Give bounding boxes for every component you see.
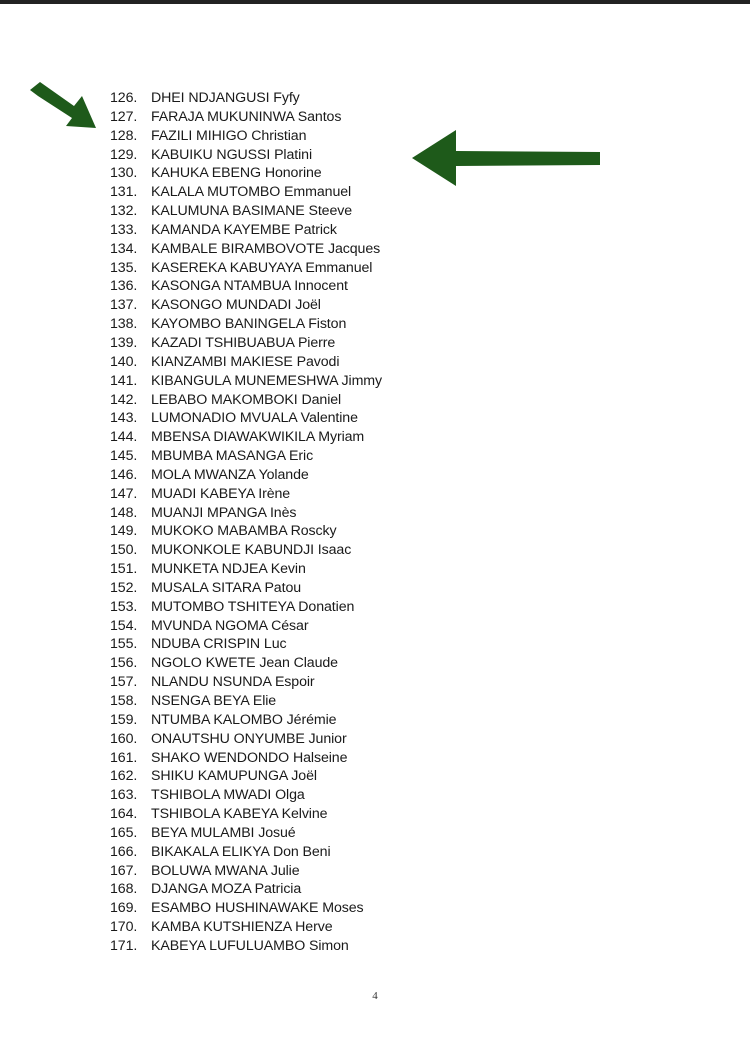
entry-name: SHIKU KAMUPUNGA Joël xyxy=(151,768,317,785)
entry-name: BEYA MULAMBI Josué xyxy=(151,824,296,841)
entry-name: KALALA MUTOMBO Emmanuel xyxy=(151,184,352,201)
list-item xyxy=(110,146,382,165)
list-item xyxy=(110,334,382,353)
entry-name: KAYOMBO BANINGELA Fiston xyxy=(151,316,347,333)
top-border xyxy=(0,0,750,4)
entry-name: SHAKO WENDONDO Halseine xyxy=(151,749,348,766)
list-item xyxy=(110,428,382,447)
entry-number: 140. xyxy=(110,353,138,370)
participant-list xyxy=(110,89,382,956)
list-item xyxy=(110,183,382,202)
entry-name: KAMANDA KAYEMBE Patrick xyxy=(151,221,337,238)
entry-name: NDUBA CRISPIN Luc xyxy=(151,636,287,653)
entry-name: KIBANGULA MUNEMESHWA Jimmy xyxy=(151,372,382,389)
entry-name: MUKONKOLE KABUNDJI Isaac xyxy=(151,542,352,559)
entry-name: ONAUTSHU ONYUMBE Junior xyxy=(151,730,347,747)
entry-name: TSHIBOLA MWADI Olga xyxy=(151,787,305,804)
list-item xyxy=(110,711,382,730)
entry-number: 151. xyxy=(110,561,138,578)
entry-name: MUSALA SITARA Patou xyxy=(151,579,302,596)
entry-name: KIANZAMBI MAKIESE Pavodi xyxy=(151,353,340,370)
entry-number: 128. xyxy=(110,127,138,144)
entry-name: FAZILI MIHIGO Christian xyxy=(151,127,307,144)
list-item xyxy=(110,918,382,937)
list-item xyxy=(110,164,382,183)
entry-number: 164. xyxy=(110,806,138,823)
list-item xyxy=(110,880,382,899)
list-item xyxy=(110,240,382,259)
entry-name: KASEREKA KABUYAYA Emmanuel xyxy=(151,259,373,276)
entry-name: LUMONADIO MVUALA Valentine xyxy=(151,410,358,427)
entry-name: KASONGA NTAMBUA Innocent xyxy=(151,278,348,295)
entry-name: NGOLO KWETE Jean Claude xyxy=(151,655,338,672)
list-item xyxy=(110,485,382,504)
entry-number: 130. xyxy=(110,165,138,182)
list-item xyxy=(110,767,382,786)
entry-number: 135. xyxy=(110,259,138,276)
list-item xyxy=(110,296,382,315)
page-number: 4 xyxy=(372,990,378,1002)
entry-number: 132. xyxy=(110,203,138,220)
list-item xyxy=(110,654,382,673)
list-item xyxy=(110,315,382,334)
entry-name: KASONGO MUNDADI Joël xyxy=(151,297,321,314)
list-item xyxy=(110,843,382,862)
entry-name: MUANJI MPANGA Inès xyxy=(151,504,297,521)
list-item xyxy=(110,522,382,541)
entry-name: KAHUKA EBENG Honorine xyxy=(151,165,322,182)
list-item xyxy=(110,786,382,805)
entry-number: 134. xyxy=(110,240,138,257)
list-item xyxy=(110,259,382,278)
entry-name: TSHIBOLA KABEYA Kelvine xyxy=(151,806,328,823)
entry-name: LEBABO MAKOMBOKI Daniel xyxy=(151,391,342,408)
entry-number: 150. xyxy=(110,542,138,559)
entry-number: 161. xyxy=(110,749,138,766)
entry-number: 139. xyxy=(110,334,138,351)
entry-name: BIKAKALA ELIKYA Don Beni xyxy=(151,843,331,860)
arrow-diagonal-down-right-icon xyxy=(26,82,106,134)
list-item xyxy=(110,372,382,391)
entry-number: 155. xyxy=(110,636,138,653)
entry-name: MBENSA DIAWAKWIKILA Myriam xyxy=(151,429,365,446)
entry-name: DHEI NDJANGUSI Fyfy xyxy=(151,90,300,106)
entry-name: BOLUWA MWANA Julie xyxy=(151,862,300,879)
list-item xyxy=(110,353,382,372)
list-item xyxy=(110,617,382,636)
entry-number: 157. xyxy=(110,674,138,691)
entry-number: 153. xyxy=(110,598,138,615)
list-item xyxy=(110,937,382,956)
list-item xyxy=(110,635,382,654)
list-item xyxy=(110,899,382,918)
entry-name: KABEYA LUFULUAMBO Simon xyxy=(151,937,349,954)
entry-name: FARAJA MUKUNINWA Santos xyxy=(151,108,342,125)
entry-name: MBUMBA MASANGA Eric xyxy=(151,448,314,465)
entry-name: ESAMBO HUSHINAWAKE Moses xyxy=(151,900,364,917)
list-item xyxy=(110,579,382,598)
entry-number: 146. xyxy=(110,466,138,483)
list-item xyxy=(110,447,382,466)
entry-number: 137. xyxy=(110,297,138,314)
entry-number: 171. xyxy=(110,937,138,954)
entry-number: 170. xyxy=(110,919,138,936)
entry-name: MUNKETA NDJEA Kevin xyxy=(151,561,306,578)
list-item xyxy=(110,127,382,146)
entry-number: 152. xyxy=(110,579,138,596)
entry-number: 163. xyxy=(110,787,138,804)
entry-number: 144. xyxy=(110,429,138,446)
entry-number: 131. xyxy=(110,184,138,201)
list-item xyxy=(110,730,382,749)
entry-name: KAMBALE BIRAMBOVOTE Jacques xyxy=(151,240,381,257)
list-item xyxy=(110,108,382,127)
entry-number: 168. xyxy=(110,881,138,898)
list-item xyxy=(110,202,382,221)
list-item xyxy=(110,391,382,410)
list-item xyxy=(110,560,382,579)
list-item xyxy=(110,277,382,296)
entry-number: 149. xyxy=(110,523,138,540)
entry-number: 169. xyxy=(110,900,138,917)
arrow-left-icon xyxy=(410,128,602,188)
entry-name: MOLA MWANZA Yolande xyxy=(151,466,309,483)
entry-name: MUTOMBO TSHITEYA Donatien xyxy=(151,598,355,615)
list-item xyxy=(110,692,382,711)
entry-name: KAZADI TSHIBUABUA Pierre xyxy=(151,334,336,351)
entry-name: NTUMBA KALOMBO Jérémie xyxy=(151,711,337,728)
entry-number: 160. xyxy=(110,730,138,747)
entry-number: 165. xyxy=(110,824,138,841)
entry-number: 156. xyxy=(110,655,138,672)
entry-name: KAMBA KUTSHIENZA Herve xyxy=(151,919,333,936)
entry-number: 126. xyxy=(110,90,138,106)
entry-name: MUKOKO MABAMBA Roscky xyxy=(151,523,337,540)
entry-name: NSENGA BEYA Elie xyxy=(151,693,277,709)
entry-number: 145. xyxy=(110,448,138,465)
list-item xyxy=(110,221,382,240)
list-item xyxy=(110,89,382,108)
entry-number: 136. xyxy=(110,278,138,295)
entry-number: 142. xyxy=(110,391,138,408)
entry-name: MUADI KABEYA Irène xyxy=(151,485,291,502)
entry-number: 158. xyxy=(110,693,138,709)
entry-number: 167. xyxy=(110,862,138,879)
list-item xyxy=(110,598,382,617)
entry-name: KALUMUNA BASIMANE Steeve xyxy=(151,203,353,220)
entry-name: MVUNDA NGOMA César xyxy=(151,617,309,634)
entry-number: 159. xyxy=(110,711,138,728)
entry-number: 129. xyxy=(110,146,138,163)
list-item xyxy=(110,541,382,560)
entry-number: 143. xyxy=(110,410,138,427)
list-item xyxy=(110,862,382,881)
entry-number: 148. xyxy=(110,504,138,521)
list-item xyxy=(110,824,382,843)
list-item xyxy=(110,409,382,428)
list-item xyxy=(110,504,382,523)
entry-name: KABUIKU NGUSSI Platini xyxy=(151,146,313,163)
entry-number: 154. xyxy=(110,617,138,634)
list-item xyxy=(110,749,382,768)
entry-number: 127. xyxy=(110,108,138,125)
entry-number: 147. xyxy=(110,485,138,502)
list-item xyxy=(110,466,382,485)
entry-name: DJANGA MOZA Patricia xyxy=(151,881,302,898)
list-item xyxy=(110,673,382,692)
list-item xyxy=(110,805,382,824)
entry-number: 166. xyxy=(110,843,138,860)
entry-number: 162. xyxy=(110,768,138,785)
entry-name: NLANDU NSUNDA Espoir xyxy=(151,674,315,691)
entry-number: 141. xyxy=(110,372,138,389)
entry-number: 133. xyxy=(110,221,138,238)
entry-number: 138. xyxy=(110,316,138,333)
